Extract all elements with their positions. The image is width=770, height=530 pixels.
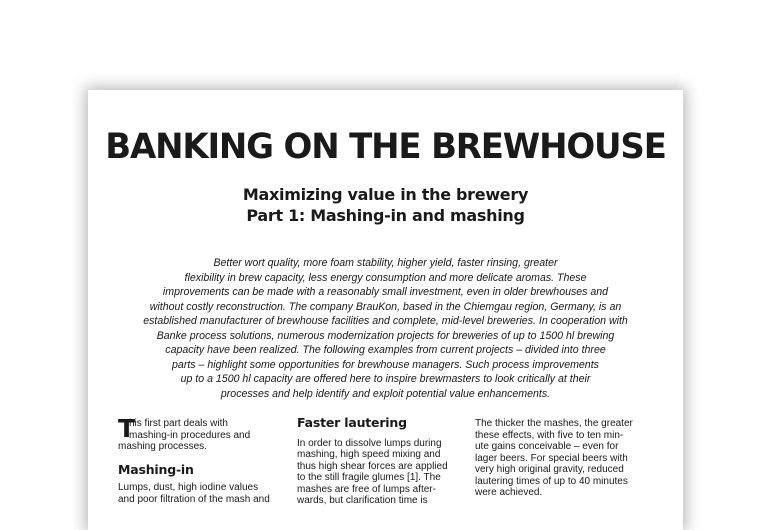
- section-heading-mashing-in: Mashing-in: [118, 461, 194, 477]
- body-line: wards, but clarification time is: [297, 495, 428, 506]
- body-line: and poor filtration of the mash and: [118, 493, 270, 505]
- body-line: these effects, with five to ten min-: [475, 429, 624, 441]
- body-line: ute gains conceivable – even for: [475, 441, 619, 452]
- article-abstract: [118, 256, 653, 401]
- abstract-line: processes and help identify and exploit potential value enhancements.: [220, 387, 551, 400]
- body-line: lautering times of up to 40 minutes: [475, 475, 628, 487]
- body-line: mashing processes.: [118, 441, 207, 452]
- abstract-line: capacity have been realized. The following examples from current projects – divided into three: [165, 344, 606, 356]
- abstract-line: Banke process solutions, numerous modernization projects for breweries of up to 1500 hl brewing: [156, 329, 615, 342]
- body-line: Lumps, dust, high iodine values: [118, 482, 259, 493]
- section-heading-faster-lautering: Faster lautering: [297, 415, 407, 430]
- body-line: very high original gravity, reduced: [475, 464, 624, 475]
- text-column-3: [475, 418, 635, 499]
- subtitle-line: Part 1: Mashing-in and mashing: [246, 206, 525, 225]
- article-title: BANKING ON THE BREWHOUSE: [105, 127, 666, 167]
- body-line: lager beers. For special beers with: [475, 452, 628, 464]
- body-line: his first part deals with: [129, 418, 228, 429]
- document-page: [88, 90, 683, 530]
- abstract-line: flexibility in brew capacity, less energy consumption and more delicate aromas. These: [184, 271, 587, 284]
- body-line: mashing-in procedures and: [129, 429, 251, 441]
- abstract-line: Better wort quality, more foam stability, higher yield, faster rinsing, greater: [213, 257, 558, 269]
- body-line: thus high shear forces are applied: [297, 460, 448, 472]
- body-line: mashing, high speed mixing and: [297, 449, 441, 460]
- body-line: were achieved.: [475, 487, 543, 498]
- abstract-line: improvements can be made with a reasonably small investment, even in older brewhouses and: [162, 286, 609, 298]
- article-subtitle: [88, 184, 683, 226]
- abstract-line: up to a 1500 hl capacity are offered here to inspire brewmasters to look critically at their: [180, 373, 591, 385]
- abstract-line: without costly reconstruction. The company BrauKon, based in the Chiemgau region, Germany, is an: [149, 300, 622, 313]
- drop-cap: T: [118, 414, 136, 443]
- abstract-line: parts – highlight some opportunities for brewhouse managers. Such process improvements: [172, 358, 599, 371]
- body-line: mashes are free of lumps after-: [297, 483, 436, 495]
- body-line: In order to dissolve lumps during: [297, 437, 442, 449]
- body-line: to the still fragile glumes [1]. The: [297, 472, 441, 483]
- text-column-1: [118, 414, 278, 505]
- abstract-line: established manufacturer of brewhouse facilities and complete, mid-level breweries. In cooperation with: [143, 315, 628, 327]
- subtitle-line: Maximizing value in the brewery: [242, 185, 529, 204]
- text-column-2: [297, 415, 457, 507]
- body-line: The thicker the mashes, the greater: [475, 418, 633, 429]
- intro-paragraph: [118, 414, 278, 453]
